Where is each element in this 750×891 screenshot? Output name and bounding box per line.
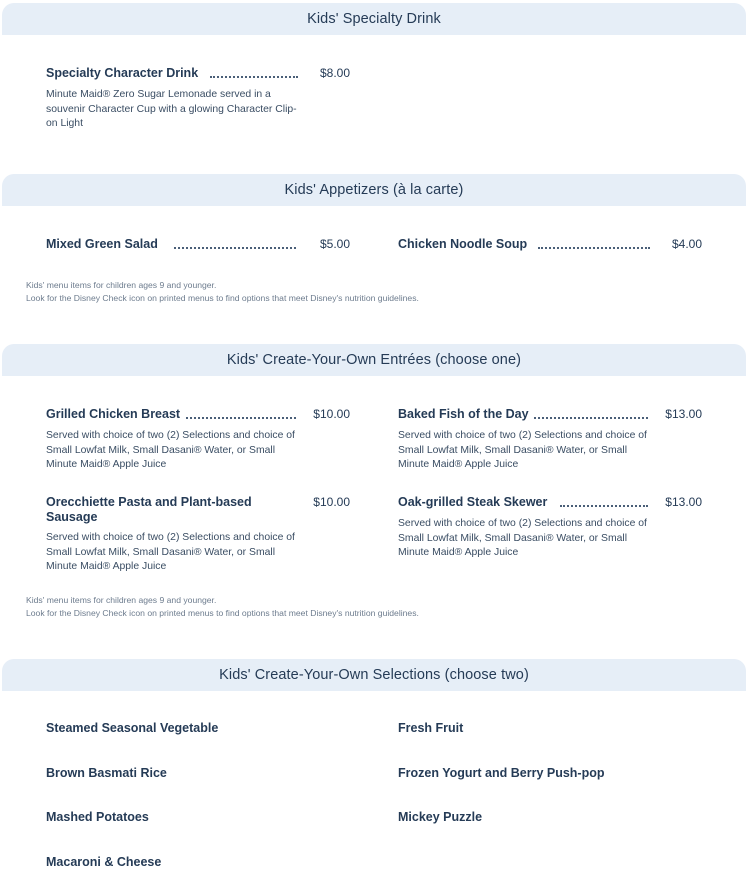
kids-menu-note: Kids' menu items for children ages 9 and younger. Look for the Disney Check icon on printed menus to find options that meet Disney's nutrition guidelines. xyxy=(26,280,419,303)
selection-mashed-potatoes: Mashed Potatoes xyxy=(46,810,149,824)
selection-fresh-fruit: Fresh Fruit xyxy=(398,721,464,735)
item-description: Minute Maid® Zero Sugar Lemonade served in a souvenir Character Cup with a glowing Character Clip-on Light xyxy=(46,89,297,129)
item-name: Grilled Chicken Breast xyxy=(46,407,184,421)
section-header-entrees: Kids' Create-Your-Own Entrées (choose one) xyxy=(2,344,746,376)
item-price: $13.00 xyxy=(665,407,702,421)
item-name: Baked Fish of the Day xyxy=(398,407,533,421)
item-price: $13.00 xyxy=(665,495,702,509)
dot-leader xyxy=(174,247,296,249)
item-description: Served with choice of two (2) Selections and choice of Small Lowfat Milk, Small Dasani® Water, or Small Minute Maid® Apple Juice xyxy=(46,430,295,470)
item-price: $8.00 xyxy=(319,66,350,80)
item-price: $5.00 xyxy=(319,237,350,251)
item-description: Served with choice of two (2) Selections and choice of Small Lowfat Milk, Small Dasani® Water, or Small Minute Maid® Apple Juice xyxy=(398,430,647,470)
selection-steamed-seasonal-vegetable: Steamed Seasonal Vegetable xyxy=(46,721,219,735)
dot-leader xyxy=(560,505,648,507)
selection-macaroni-cheese: Macaroni & Cheese xyxy=(46,855,162,869)
selection-frozen-yogurt-push-pop: Frozen Yogurt and Berry Push-pop xyxy=(398,766,605,780)
item-name: Mixed Green Salad xyxy=(46,237,162,251)
kids-menu-note: Kids' menu items for children ages 9 and younger. Look for the Disney Check icon on printed menus to find options that meet Disney's nutrition guidelines. xyxy=(26,595,419,618)
selection-brown-basmati-rice: Brown Basmati Rice xyxy=(46,766,167,780)
item-price: $4.00 xyxy=(671,237,702,251)
selection-mickey-puzzle: Mickey Puzzle xyxy=(398,810,483,824)
section-header-selections: Kids' Create-Your-Own Selections (choose two) xyxy=(2,659,746,691)
item-price: $10.00 xyxy=(313,495,350,509)
dot-leader xyxy=(538,247,650,249)
item-name: Chicken Noodle Soup xyxy=(398,237,531,251)
dot-leader xyxy=(210,76,298,78)
item-name: Orecchiette Pasta and Plant-based Sausage xyxy=(46,495,252,524)
item-name: Oak-grilled Steak Skewer xyxy=(398,495,551,509)
item-description: Served with choice of two (2) Selections and choice of Small Lowfat Milk, Small Dasani® Water, or Small Minute Maid® Apple Juice xyxy=(398,518,647,558)
section-header-appetizers: Kids' Appetizers (à la carte) xyxy=(2,174,746,206)
item-name: Specialty Character Drink xyxy=(46,66,202,80)
dot-leader xyxy=(534,417,648,419)
section-header-specialty-drink: Kids' Specialty Drink xyxy=(2,3,746,35)
item-price: $10.00 xyxy=(313,407,350,421)
dot-leader xyxy=(186,417,296,419)
item-description: Served with choice of two (2) Selections and choice of Small Lowfat Milk, Small Dasani® Water, or Small Minute Maid® Apple Juice xyxy=(46,532,295,572)
